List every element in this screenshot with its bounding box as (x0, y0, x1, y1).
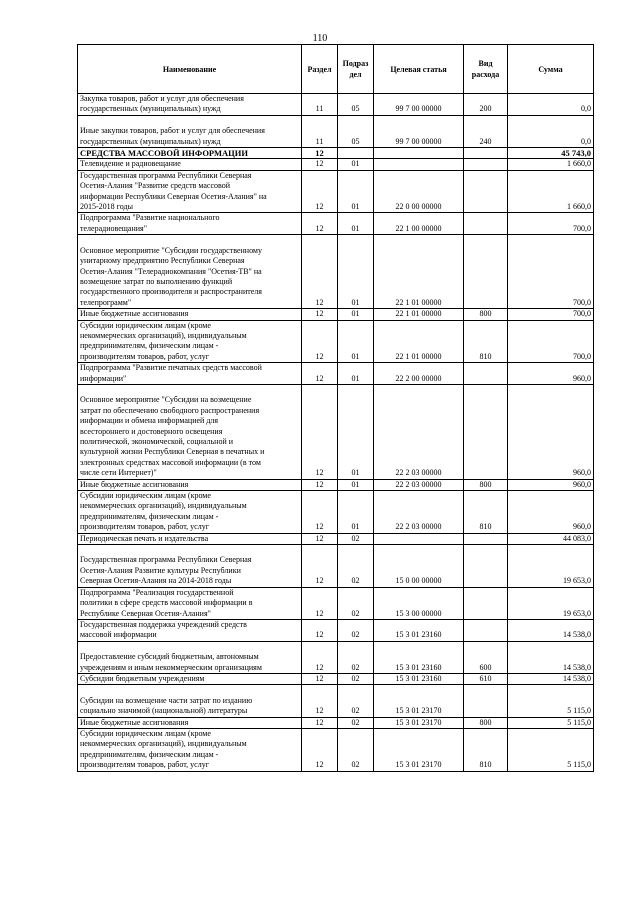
cell-target: 15 3 01 23160 (374, 619, 464, 641)
column-header-expense-type: Вид расхода (464, 45, 508, 94)
cell-target: 22 2 03 00000 (374, 491, 464, 534)
cell-expense-type (464, 587, 508, 619)
table-row (78, 159, 594, 170)
cell-name: Основное мероприятие "Субсидии государственному унитарному предприятию Республики Северная Осетия-Алания "Телерадиокомпания "Осетия-ТВ" на возмещение затрат по выполнению функций государственного производителя и распространителя телепрограмм" (78, 235, 302, 309)
cell-expense-type: 200 (464, 94, 508, 116)
cell-name: Субсидии юридическим лицам (кроме некоммерческих организаций), индивидуальным предпринимателям, физическим лицам - производителям товаров, работ, услуг (78, 728, 302, 771)
column-header-subsection: Подраз дел (338, 45, 374, 94)
table-row (78, 309, 594, 320)
table-row (78, 479, 594, 490)
cell-section: 12 (302, 545, 338, 588)
cell-name: Подпрограмма "Реализация государственной политики в сфере средств массовой информации в Республике Северная Осетия-Алания" (78, 587, 302, 619)
cell-section: 12 (302, 491, 338, 534)
cell-name: Иные бюджетные ассигнования (78, 717, 302, 728)
cell-amount: 1 660,0 (508, 159, 594, 170)
cell-subsection: 01 (338, 363, 374, 385)
cell-subsection: 01 (338, 320, 374, 363)
cell-subsection: 01 (338, 213, 374, 235)
cell-target: 22 1 00 00000 (374, 213, 464, 235)
cell-section: 12 (302, 641, 338, 673)
cell-subsection (338, 148, 374, 159)
cell-name: Периодическая печать и издательства (78, 533, 302, 544)
cell-expense-type: 610 (464, 673, 508, 684)
cell-subsection: 02 (338, 728, 374, 771)
table-row (78, 235, 594, 309)
cell-name: Подпрограмма "Развитие печатных средств массовой информации" (78, 363, 302, 385)
cell-section: 12 (302, 148, 338, 159)
cell-name: Субсидии юридическим лицам (кроме некоммерческих организаций), индивидуальным предпринимателям, физическим лицам - производителям товаров, работ, услуг (78, 491, 302, 534)
cell-target (374, 533, 464, 544)
cell-subsection: 05 (338, 115, 374, 147)
table-row (78, 717, 594, 728)
cell-subsection: 01 (338, 235, 374, 309)
cell-section: 12 (302, 685, 338, 717)
table-row (78, 685, 594, 717)
cell-expense-type: 810 (464, 728, 508, 771)
cell-target: 15 3 01 23170 (374, 717, 464, 728)
cell-target: 99 7 00 00000 (374, 115, 464, 147)
cell-section: 12 (302, 170, 338, 213)
page-number: 110 (312, 33, 328, 44)
cell-expense-type (464, 384, 508, 479)
cell-expense-type (464, 545, 508, 588)
cell-name: Телевидение и радиовещание (78, 159, 302, 170)
cell-target: 99 7 00 00000 (374, 94, 464, 116)
cell-target (374, 148, 464, 159)
cell-target: 22 2 00 00000 (374, 363, 464, 385)
cell-target: 15 3 01 23160 (374, 641, 464, 673)
table-row (78, 213, 594, 235)
cell-expense-type: 600 (464, 641, 508, 673)
cell-amount: 0,0 (508, 94, 594, 116)
cell-target: 15 3 01 23160 (374, 673, 464, 684)
cell-subsection: 02 (338, 619, 374, 641)
cell-expense-type: 240 (464, 115, 508, 147)
table-header-row (78, 45, 594, 94)
table-row (78, 363, 594, 385)
cell-subsection: 02 (338, 641, 374, 673)
cell-expense-type (464, 148, 508, 159)
cell-amount: 14 538,0 (508, 641, 594, 673)
cell-name: Государственная поддержка учреждений средств массовой информации (78, 619, 302, 641)
cell-expense-type (464, 533, 508, 544)
cell-expense-type: 800 (464, 717, 508, 728)
cell-section: 12 (302, 479, 338, 490)
cell-name: Иные бюджетные ассигнования (78, 479, 302, 490)
cell-target: 22 1 01 00000 (374, 320, 464, 363)
cell-name: Иные закупки товаров, работ и услуг для обеспечения государственных (муниципальных) нужд (78, 115, 302, 147)
cell-name: Субсидии на возмещение части затрат по изданию социально значимой (национальной) литературы (78, 685, 302, 717)
cell-amount: 19 653,0 (508, 587, 594, 619)
cell-amount: 960,0 (508, 384, 594, 479)
cell-target (374, 159, 464, 170)
cell-expense-type (464, 685, 508, 717)
cell-target: 22 2 03 00000 (374, 384, 464, 479)
cell-target: 15 0 00 00000 (374, 545, 464, 588)
cell-section: 12 (302, 673, 338, 684)
cell-amount: 5 115,0 (508, 685, 594, 717)
column-header-amount: Сумма (508, 45, 594, 94)
cell-name: Предоставление субсидий бюджетным, автономным учреждениям и иным некоммерческим организациям (78, 641, 302, 673)
cell-name: Субсидии юридическим лицам (кроме некоммерческих организаций), индивидуальным предпринимателям, физическим лицам - производителям товаров, работ, услуг (78, 320, 302, 363)
cell-subsection: 01 (338, 309, 374, 320)
table-row (78, 641, 594, 673)
cell-expense-type: 810 (464, 320, 508, 363)
cell-subsection: 02 (338, 673, 374, 684)
cell-subsection: 01 (338, 479, 374, 490)
table-row (78, 115, 594, 147)
cell-name: Основное мероприятие "Субсидии на возмещение затрат по обеспечению свободного распространения информации и обмена информацией для всестороннего и достоверного освещения политической, экономической, социальной и культурной жизни Республики Северная в печатных и электронных средствах массовой информации (в том числе сети Интернет)" (78, 384, 302, 479)
table-row (78, 384, 594, 479)
cell-section: 12 (302, 320, 338, 363)
cell-name: Субсидии бюджетным учреждениям (78, 673, 302, 684)
cell-amount: 14 538,0 (508, 619, 594, 641)
cell-name: Государственная программа Республики Северная Осетия-Алания "Развитие средств массовой информации Республики Северная Осетия-Алания" на 2015-2018 годы (78, 170, 302, 213)
cell-name: Иные бюджетные ассигнования (78, 309, 302, 320)
table-row (78, 148, 594, 159)
cell-section: 12 (302, 619, 338, 641)
cell-amount: 700,0 (508, 213, 594, 235)
cell-name: Подпрограмма "Развитие национального телерадиовещания" (78, 213, 302, 235)
cell-target: 22 0 00 00000 (374, 170, 464, 213)
cell-section: 11 (302, 94, 338, 116)
cell-expense-type: 810 (464, 491, 508, 534)
column-header-section: Раздел (302, 45, 338, 94)
cell-amount: 19 653,0 (508, 545, 594, 588)
cell-target: 15 3 00 00000 (374, 587, 464, 619)
cell-expense-type (464, 170, 508, 213)
table-row (78, 491, 594, 534)
cell-expense-type (464, 235, 508, 309)
table-row (78, 170, 594, 213)
cell-target: 22 2 03 00000 (374, 479, 464, 490)
cell-expense-type: 800 (464, 479, 508, 490)
cell-name: Закупка товаров, работ и услуг для обеспечения государственных (муниципальных) нужд (78, 94, 302, 116)
column-header-target: Целевая статья (374, 45, 464, 94)
cell-section: 12 (302, 309, 338, 320)
cell-subsection: 05 (338, 94, 374, 116)
cell-amount: 700,0 (508, 309, 594, 320)
cell-expense-type (464, 619, 508, 641)
table-row (78, 545, 594, 588)
cell-section: 12 (302, 717, 338, 728)
cell-amount: 5 115,0 (508, 717, 594, 728)
cell-subsection: 01 (338, 159, 374, 170)
cell-subsection: 01 (338, 384, 374, 479)
cell-amount: 960,0 (508, 479, 594, 490)
cell-section: 11 (302, 115, 338, 147)
cell-subsection: 02 (338, 587, 374, 619)
cell-amount: 44 083,0 (508, 533, 594, 544)
cell-amount: 5 115,0 (508, 728, 594, 771)
cell-target: 22 1 01 00000 (374, 309, 464, 320)
cell-amount: 0,0 (508, 115, 594, 147)
table-body (78, 94, 594, 772)
cell-amount: 700,0 (508, 320, 594, 363)
cell-subsection: 02 (338, 717, 374, 728)
cell-section: 12 (302, 728, 338, 771)
table-row (78, 94, 594, 116)
cell-section: 12 (302, 235, 338, 309)
table-row (78, 673, 594, 684)
cell-expense-type (464, 159, 508, 170)
cell-name: СРЕДСТВА МАССОВОЙ ИНФОРМАЦИИ (78, 148, 302, 159)
table-row (78, 320, 594, 363)
cell-target: 15 3 01 23170 (374, 728, 464, 771)
cell-amount: 14 538,0 (508, 673, 594, 684)
cell-amount: 960,0 (508, 491, 594, 534)
table-row (78, 533, 594, 544)
cell-section: 12 (302, 533, 338, 544)
cell-amount: 1 660,0 (508, 170, 594, 213)
table-row (78, 587, 594, 619)
cell-amount: 45 743,0 (508, 148, 594, 159)
cell-section: 12 (302, 384, 338, 479)
cell-subsection: 02 (338, 685, 374, 717)
table-row (78, 619, 594, 641)
cell-section: 12 (302, 213, 338, 235)
cell-section: 12 (302, 587, 338, 619)
cell-subsection: 02 (338, 533, 374, 544)
cell-amount: 960,0 (508, 363, 594, 385)
cell-subsection: 01 (338, 170, 374, 213)
cell-expense-type (464, 363, 508, 385)
budget-table (77, 44, 594, 772)
cell-section: 12 (302, 159, 338, 170)
cell-target: 15 3 01 23170 (374, 685, 464, 717)
cell-subsection: 01 (338, 491, 374, 534)
cell-target: 22 1 01 00000 (374, 235, 464, 309)
cell-name: Государственная программа Республики Северная Осетия-Алания Развитие культуры Республики Северная Осетия-Алания на 2014-2018 годы (78, 545, 302, 588)
cell-amount: 700,0 (508, 235, 594, 309)
cell-expense-type: 800 (464, 309, 508, 320)
table-row (78, 728, 594, 771)
cell-expense-type (464, 213, 508, 235)
cell-section: 12 (302, 363, 338, 385)
cell-subsection: 02 (338, 545, 374, 588)
column-header-name: Наименование (78, 45, 302, 94)
